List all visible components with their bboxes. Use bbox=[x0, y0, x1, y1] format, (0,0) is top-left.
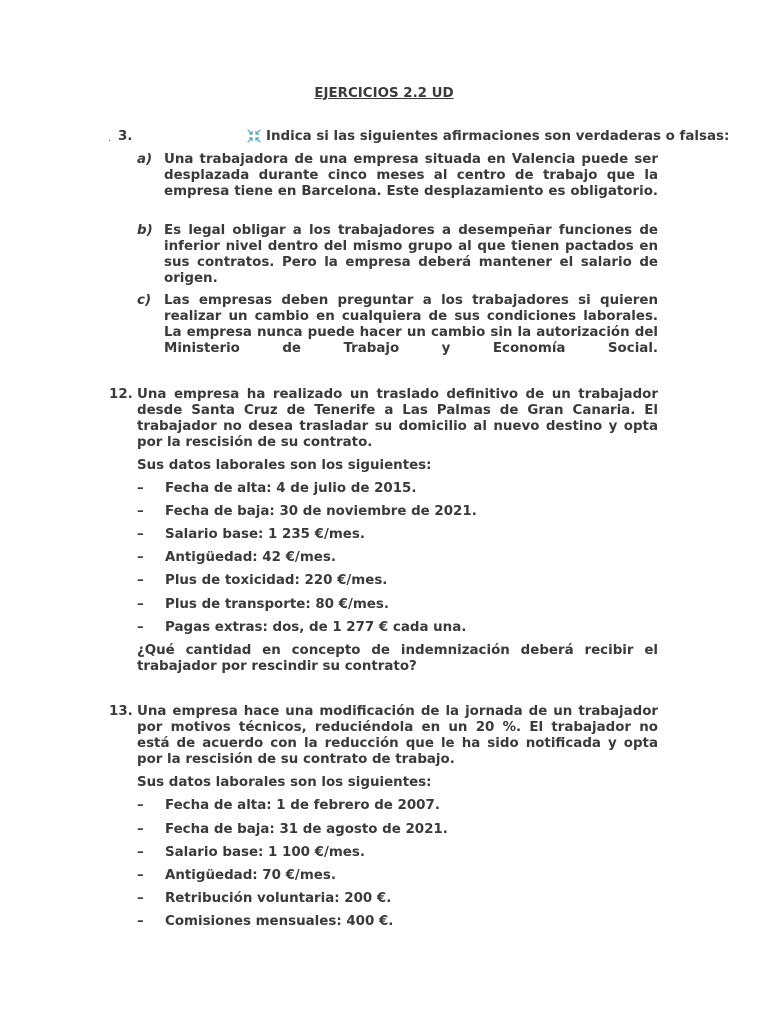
question-number: 13. bbox=[109, 704, 133, 719]
dash-marker: – bbox=[137, 550, 144, 565]
item-label: a) bbox=[137, 152, 153, 167]
question-number: 3. bbox=[118, 129, 133, 144]
item-text: Una trabajadora de una empresa situada en Valencia puede ser desplazada durante cinco meses al centro de trabajo que la empresa tiene en Barcelona. Este desplazamiento es obligatorio. bbox=[164, 152, 658, 199]
list-item: Fecha de alta: 1 de febrero de 2007. bbox=[165, 798, 440, 813]
dash-marker: – bbox=[137, 504, 144, 519]
item-label: c) bbox=[137, 293, 152, 308]
dash-marker: – bbox=[137, 597, 144, 612]
question-statement: Una empresa ha realizado un traslado definitivo de un trabajador desde Santa Cruz de Tenerife a Las Palmas de Gran Canaria. El trabajador no desea trasladar su domicilio al nuevo destino y opta por la rescisión de su contrato. bbox=[137, 387, 658, 450]
list-item: Comisiones mensuales: 400 €. bbox=[165, 914, 394, 929]
data-intro: Sus datos laborales son los siguientes: bbox=[137, 458, 432, 473]
dash-marker: – bbox=[137, 573, 144, 588]
list-item: Antigüedad: 70 €/mes. bbox=[165, 868, 336, 883]
item-label: b) bbox=[137, 223, 153, 238]
question-statement: Indica si las siguientes afirmaciones son verdaderas o falsas: bbox=[266, 129, 730, 144]
dash-marker: – bbox=[137, 914, 144, 929]
dash-marker: – bbox=[137, 620, 144, 635]
dash-marker: – bbox=[137, 481, 144, 496]
question-statement: Una empresa hace una modificación de la jornada de un trabajador por motivos técnicos, reduciéndola en un 20 %. El trabajador no está de acuerdo con la reducción que le ha sido notificada y opta por la rescisión de su contrato de trabajo. bbox=[137, 704, 658, 767]
list-item: Antigüedad: 42 €/mes. bbox=[165, 550, 336, 565]
page-title: EJERCICIOS 2.2 UD bbox=[314, 86, 454, 101]
dash-marker: – bbox=[137, 868, 144, 883]
list-item: Plus de transporte: 80 €/mes. bbox=[165, 597, 389, 612]
list-item: Plus de toxicidad: 220 €/mes. bbox=[165, 573, 388, 588]
dash-marker: – bbox=[137, 527, 144, 542]
list-item: Fecha de baja: 30 de noviembre de 2021. bbox=[165, 504, 477, 519]
list-item: Salario base: 1 100 €/mes. bbox=[165, 845, 365, 860]
list-item: Retribución voluntaria: 200 €. bbox=[165, 891, 392, 906]
question-prompt: ¿Qué cantidad en concepto de indemnización deberá recibir el trabajador por rescindir su contrato? bbox=[137, 643, 658, 674]
question-number: 12. bbox=[109, 387, 133, 402]
list-item: Salario base: 1 235 €/mes. bbox=[165, 527, 365, 542]
list-item: Fecha de alta: 4 de julio de 2015. bbox=[165, 481, 417, 496]
item-text: Es legal obligar a los trabajadores a desempeñar funciones de inferior nivel dentro del mismo grupo al que tienen pactados en sus contratos. Pero la empresa deberá mantener el salario de origen. bbox=[164, 223, 658, 286]
dash-marker: – bbox=[137, 822, 144, 837]
item-text: Las empresas deben preguntar a los trabajadores si quieren realizar un cambio en cualquiera de sus condiciones laborales. La empresa nunca puede hacer un cambio sin la autorización del Ministerio de Trabajo y Economía Social. bbox=[164, 293, 658, 356]
dash-marker: – bbox=[137, 845, 144, 860]
move-arrows-icon bbox=[247, 129, 261, 143]
data-intro: Sus datos laborales son los siguientes: bbox=[137, 775, 432, 790]
dash-marker: – bbox=[137, 891, 144, 906]
list-item: Pagas extras: dos, de 1 277 € cada una. bbox=[165, 620, 467, 635]
list-dot: . bbox=[108, 133, 112, 144]
list-item: Fecha de baja: 31 de agosto de 2021. bbox=[165, 822, 448, 837]
dash-marker: – bbox=[137, 798, 144, 813]
